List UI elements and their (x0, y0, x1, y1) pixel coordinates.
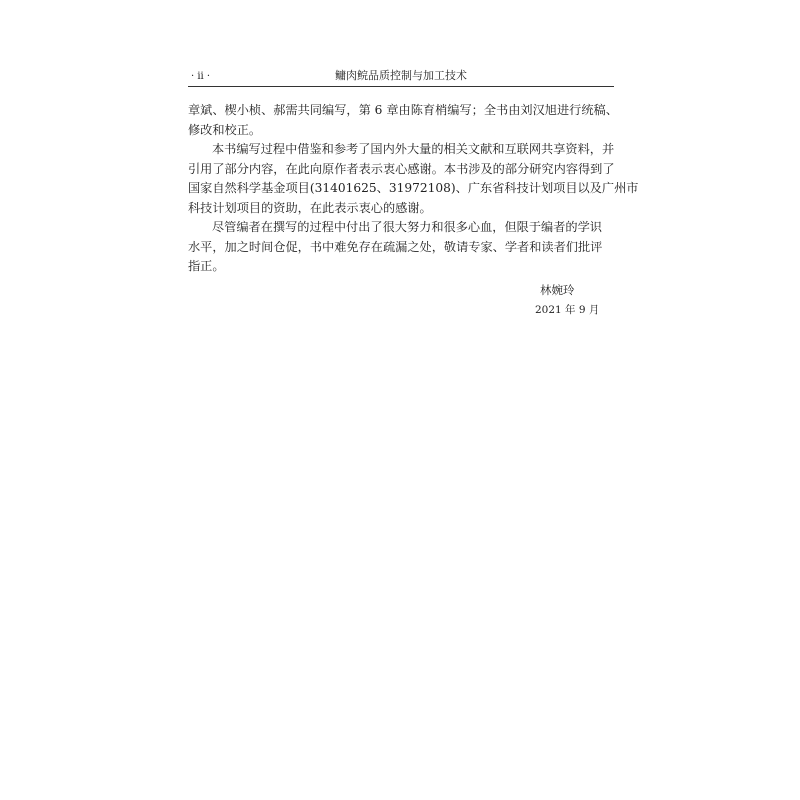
paragraph-line: 章斌、楔小桢、郝需共同编写，第 6 章由陈育梢编写；全书由刘汉旭进行统稿、 (188, 103, 618, 117)
page-number: · ii · (191, 71, 211, 82)
paragraph-line: 本书编写过程中借鉴和参考了国内外大量的相关文献和互联网共享资料，并 (212, 142, 615, 156)
book-title: 鳙肉鲩品质控制与加工技术 (335, 69, 467, 82)
paragraph-line: 修改和校正。 (188, 122, 262, 137)
author-name: 林婉玲 (540, 283, 575, 297)
paragraph-line: 科技计划项目的资助，在此表示衷心的感谢。 (188, 200, 432, 215)
preface-body (188, 101, 639, 277)
paragraph-line: 引用了部分内容，在此向原作者表示衷心感谢。本书涉及的部分研究内容得到了 (188, 161, 615, 176)
running-header (188, 68, 614, 86)
paragraph-line: 国家自然科学基金项目(31401625、31972108)、广东省科技计划项目以及广州市 (188, 181, 639, 195)
paragraph-line: 尽管编者在撰写的过程中付出了很大努力和很多心血，但限于编者的学识 (212, 220, 602, 234)
paragraph-line: 水平，加之时间仓促，书中难免存在疏漏之处，敬请专家、学者和读者们批评 (188, 239, 603, 254)
signature-date: 2021 年 9 月 (535, 304, 600, 316)
paragraph-line: 指正。 (188, 259, 225, 273)
header-rule (188, 86, 614, 87)
